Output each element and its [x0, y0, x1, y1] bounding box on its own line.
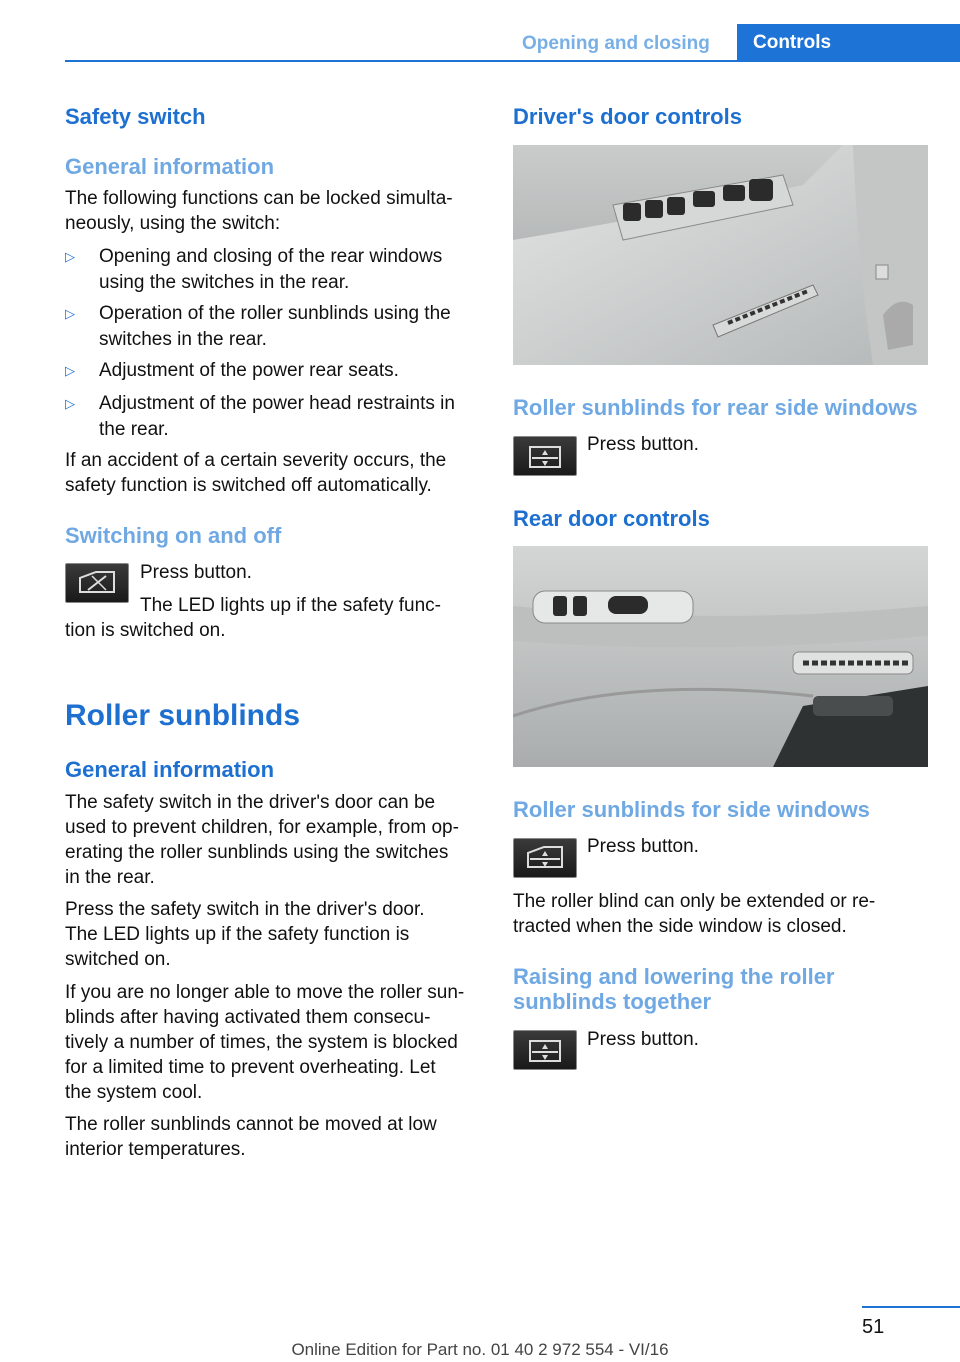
roller-general-info-title: General information	[65, 757, 275, 782]
bullet-text: switches in the rear.	[99, 328, 267, 350]
general-info-title: General information	[65, 154, 275, 179]
general-info-text-line: The following functions can be locked simulta-	[65, 188, 453, 209]
roller-text-line: used to prevent children, for example, from op-	[65, 817, 459, 838]
rear-side-windows-title: Roller sunblinds for rear side windows	[513, 395, 918, 420]
general-info-text-line: neously, using the switch:	[65, 213, 281, 234]
sunblind-side-icon	[513, 838, 577, 878]
bullet-text: Opening and closing of the rear windows	[99, 246, 443, 267]
header-chapter-tab: Controls	[737, 24, 960, 62]
roller-text-line: Press the safety switch in the driver's door.	[65, 899, 425, 920]
bullet-triangle-icon: ▷	[65, 363, 75, 378]
led-text-line: tion is switched on.	[65, 620, 226, 641]
bullet-text: Adjustment of the power head restraints in	[99, 393, 455, 414]
roller-text-line: tively a number of times, the system is blocked	[65, 1032, 458, 1053]
blind-note-line: The roller blind can only be extended or re-	[513, 891, 876, 912]
press-button-text: Press button.	[587, 434, 699, 455]
roller-text-line: interior temperatures.	[65, 1139, 246, 1160]
drivers-door-title: Driver's door controls	[513, 104, 742, 129]
drivers-door-photo	[513, 145, 928, 365]
rear-door-controls-title: Rear door controls	[513, 506, 710, 531]
bullet-item	[65, 358, 485, 384]
roller-text-line: blinds after having activated them consecu-	[65, 1007, 431, 1028]
rear-door-photo	[513, 546, 928, 767]
press-button-text: Press button.	[140, 562, 252, 583]
roller-text-line: for a limited time to prevent overheating. Let	[65, 1057, 436, 1078]
roller-text-line: in the rear.	[65, 867, 155, 888]
raising-lowering-title-line: Raising and lowering the roller	[513, 964, 835, 989]
roller-text-line: the system cool.	[65, 1082, 203, 1103]
footer-edition: Online Edition for Part no. 01 40 2 972 554 - VI/16	[291, 1340, 669, 1359]
window-lock-icon	[65, 563, 129, 603]
page-number-rule	[862, 1306, 960, 1308]
sunblind-all-icon	[513, 1030, 577, 1070]
bullet-triangle-icon: ▷	[65, 249, 75, 264]
side-windows-title: Roller sunblinds for side windows	[513, 797, 870, 822]
roller-text-line: The LED lights up if the safety function is	[65, 924, 410, 945]
roller-text-line: switched on.	[65, 949, 171, 970]
header-section-label: Opening and closing	[522, 33, 710, 54]
roller-sunblinds-title: Roller sunblinds	[65, 699, 301, 732]
switching-title: Switching on and off	[65, 523, 282, 548]
bullet-item	[65, 391, 485, 443]
safety-switch-title: Safety switch	[65, 104, 206, 129]
roller-text-line: The roller sunblinds cannot be moved at low	[65, 1114, 437, 1135]
page-number: 51	[862, 1316, 885, 1338]
accident-text-line: If an accident of a certain severity occurs, the	[65, 450, 447, 471]
accident-text-line: safety function is switched off automatically.	[65, 475, 432, 496]
bullet-text: Operation of the roller sunblinds using the	[99, 303, 451, 324]
roller-text-line: erating the roller sunblinds using the switches	[65, 842, 449, 863]
press-button-text: Press button.	[587, 836, 699, 857]
roller-text-line: If you are no longer able to move the roller sun-	[65, 982, 465, 1003]
led-text-line: The LED lights up if the safety func-	[140, 595, 441, 616]
blind-note-line: tracted when the side window is closed.	[513, 916, 847, 937]
press-button-text: Press button.	[587, 1029, 699, 1050]
roller-text-line: The safety switch in the driver's door can be	[65, 792, 436, 813]
bullet-text: the rear.	[99, 418, 169, 440]
bullet-item	[65, 244, 485, 296]
header-rule	[65, 60, 960, 62]
bullet-text: using the switches in the rear.	[99, 271, 350, 293]
bullet-item	[65, 301, 485, 353]
bullet-triangle-icon: ▷	[65, 396, 75, 411]
bullet-triangle-icon: ▷	[65, 306, 75, 321]
bullet-text: Adjustment of the power rear seats.	[99, 360, 399, 381]
sunblind-rear-icon	[513, 436, 577, 476]
raising-lowering-title-line: sunblinds together	[513, 989, 711, 1014]
